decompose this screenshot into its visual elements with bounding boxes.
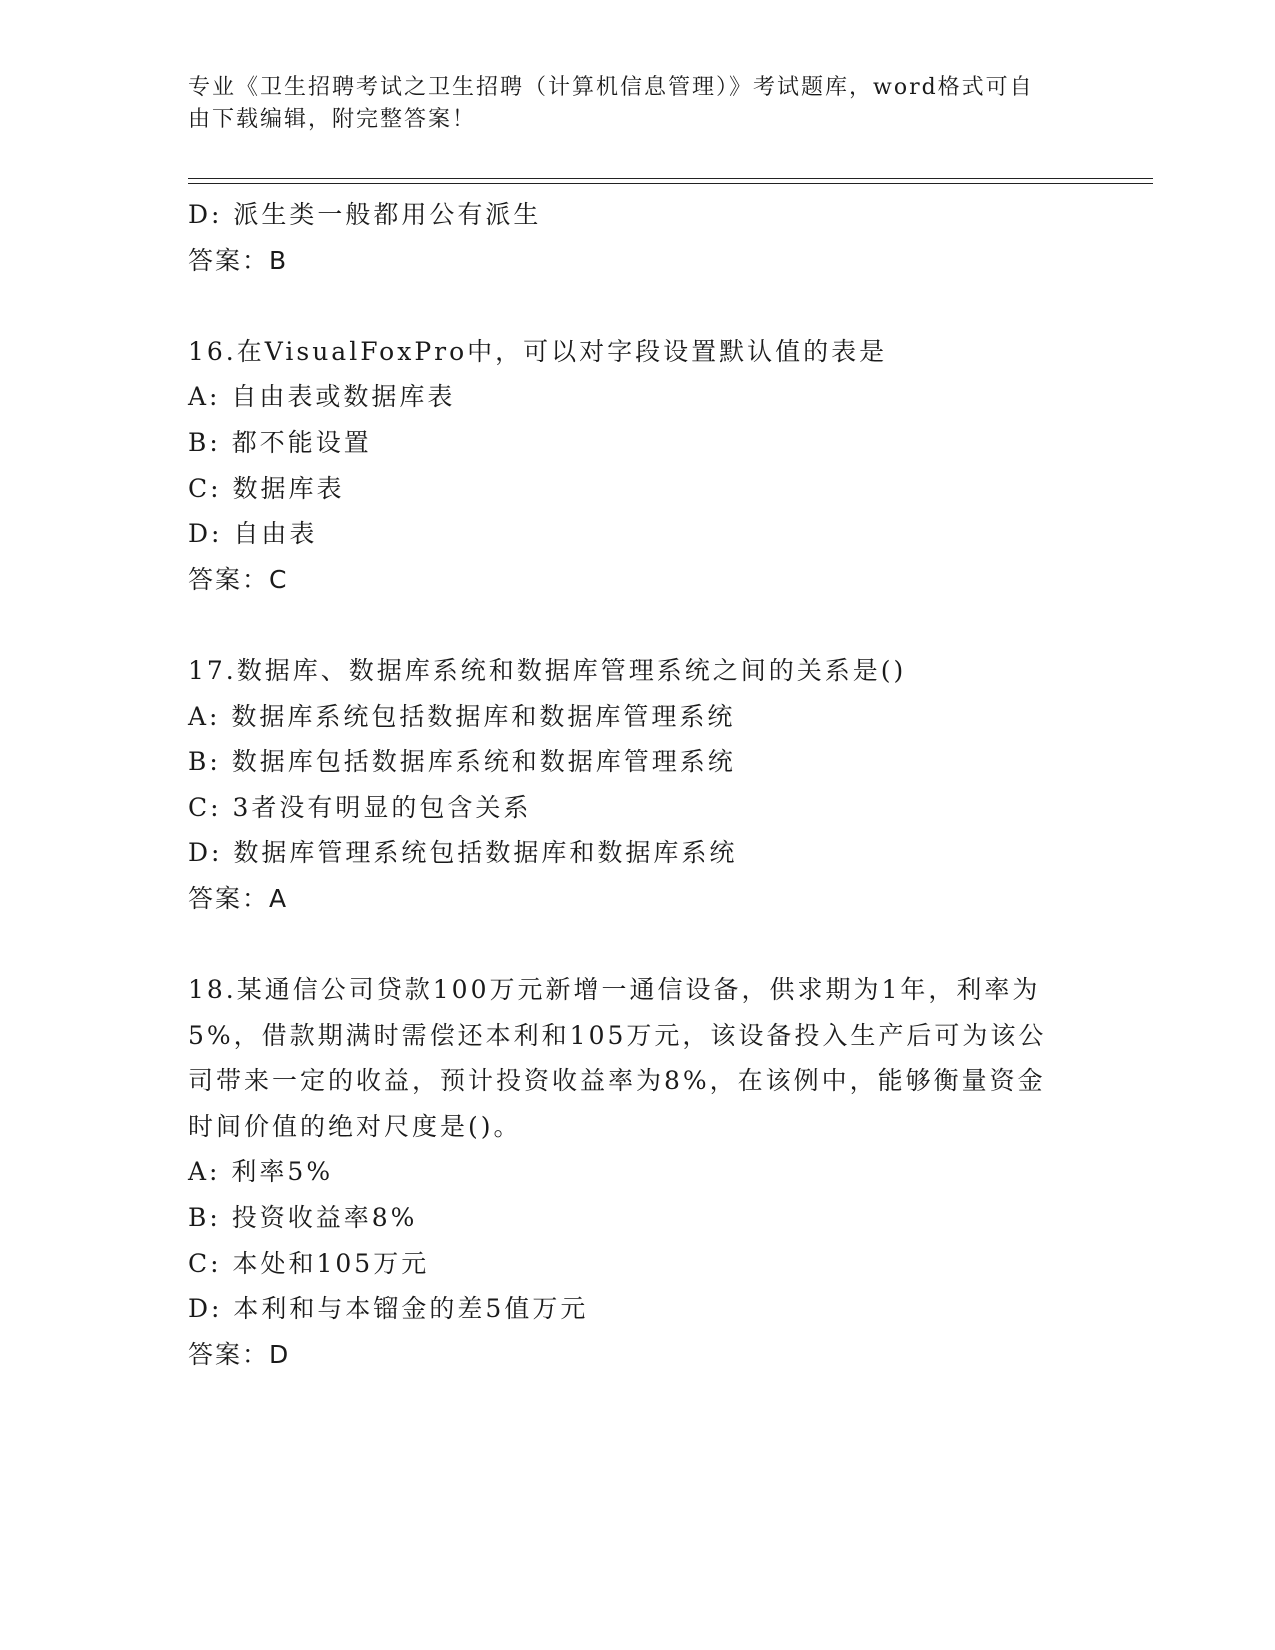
spacer <box>188 922 1088 968</box>
question-stem-line-3: 司带来一定的收益，预计投资收益率为8%，在该例中，能够衡量资金 <box>188 1066 1046 1096</box>
answer-line: 答案：B <box>188 245 289 275</box>
question-list <box>188 192 1088 1377</box>
question-18 <box>188 967 1088 1377</box>
option-d: D: 自由表 <box>188 519 318 549</box>
question-stem: 16.在VisualFoxPro中，可以对字段设置默认值的表是 <box>188 336 888 366</box>
answer-line: 答案：C <box>188 564 289 594</box>
option-d: D: 派生类一般都用公有派生 <box>188 200 542 229</box>
question-stem: 17.数据库、数据库系统和数据库管理系统之间的关系是() <box>188 655 907 685</box>
option-b: B: 投资收益率8% <box>188 1203 418 1233</box>
option-a: A: 利率5% <box>188 1157 334 1187</box>
header-line-1: 专业《卫生招聘考试之卫生招聘（计算机信息管理）》考试题库，word格式可自 <box>188 75 1034 100</box>
option-c: C: 数据库表 <box>188 473 345 503</box>
header-divider-bottom <box>188 183 1153 184</box>
option-a: A: 自由表或数据库表 <box>188 382 456 412</box>
option-b: B: 数据库包括数据库系统和数据库管理系统 <box>188 747 736 777</box>
question-16 <box>188 329 1088 603</box>
spacer <box>188 283 1088 329</box>
question-stem-line-2: 5%，借款期满时需偿还本利和105万元，该设备投入生产后可为该公 <box>188 1020 1047 1050</box>
document-header <box>188 72 1068 136</box>
header-line-2: 由下载编辑，附完整答案！ <box>188 107 477 132</box>
option-d: D: 数据库管理系统包括数据库和数据库系统 <box>188 838 738 868</box>
question-15-tail <box>188 192 1088 283</box>
spacer <box>188 602 1088 648</box>
question-stem-line-4: 时间价值的绝对尺度是()。 <box>188 1111 522 1141</box>
option-a: A: 数据库系统包括数据库和数据库管理系统 <box>188 701 736 731</box>
answer-line: 答案：A <box>188 883 289 913</box>
option-c: C: 本处和105万元 <box>188 1248 430 1278</box>
option-b: B: 都不能设置 <box>188 427 372 457</box>
question-stem-line-1: 18.某通信公司贷款100万元新增一通信设备，供求期为1年，利率为 <box>188 975 1041 1005</box>
answer-line: 答案：D <box>188 1339 291 1369</box>
question-17 <box>188 648 1088 922</box>
option-c: C: 3者没有明显的包含关系 <box>188 792 532 822</box>
option-d: D: 本利和与本镏金的差5值万元 <box>188 1294 589 1324</box>
header-divider-top <box>188 178 1153 179</box>
